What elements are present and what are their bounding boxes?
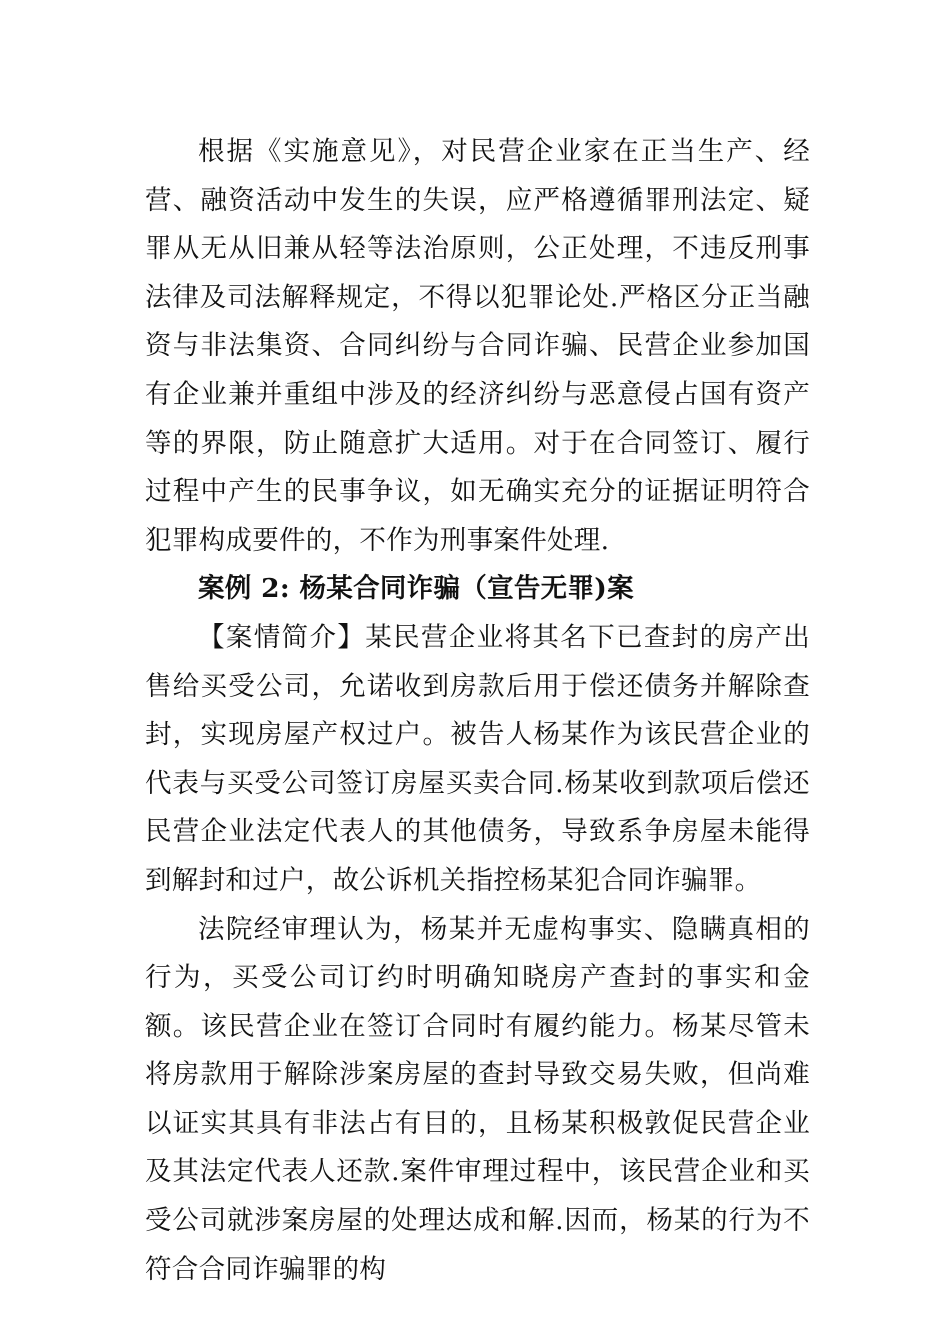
paragraph-court-ruling: 法院经审理认为，杨某并无虚构事实、隐瞒真相的行为，买受公司订约时明确知晓房产查封的事实和金额。该民营企业在签订合同时有履约能力。杨某尽管未将房款用于解除涉案房屋的查封导致交易失败，但尚难以证实其具有非法占有目的，且杨某积极敦促民营企业及其法定代表人还款.案件审理过程中，该民营企业和买受公司就涉案房屋的处理达成和解.因而，杨某的行为不符合合同诈骗罪的构 [145,913,810,1285]
paragraph-case-summary: 【案情简介】某民营企业将其名下已查封的房产出售给买受公司，允诺收到房款后用于偿还债务并解除查封，实现房屋产权过户。被告人杨某作为该民营企业的代表与买受公司签订房屋买卖合同.杨某收到款项后偿还民营企业法定代表人的其他债务，导致系争房屋未能得到解封和过户，故公诉机关指控杨某犯合同诈骗罪。 [145,621,810,896]
case-heading: 案例 2: 杨某合同诈骗（宣告无罪)案 [198,573,634,605]
paragraph-implementation-opinion: 根据《实施意见》，对民营企业家在正当生产、经营、融资活动中发生的失误，应严格遵循罪刑法定、疑罪从无从旧兼从轻等法治原则，公正处理，不违反刑事法律及司法解释规定，不得以犯罪论处.严格区分正当融资与非法集资、合同纠纷与合同诈骗、民营企业参加国有企业兼并重组中涉及的经济纠纷与恶意侵占国有资产等的界限，防止随意扩大适用。对于在合同签订、履行过程中产生的民事争议，如无确实充分的证据证明符合犯罪构成要件的，不作为刑事案件处理. [145,136,810,556]
document-page [145,128,810,1294]
